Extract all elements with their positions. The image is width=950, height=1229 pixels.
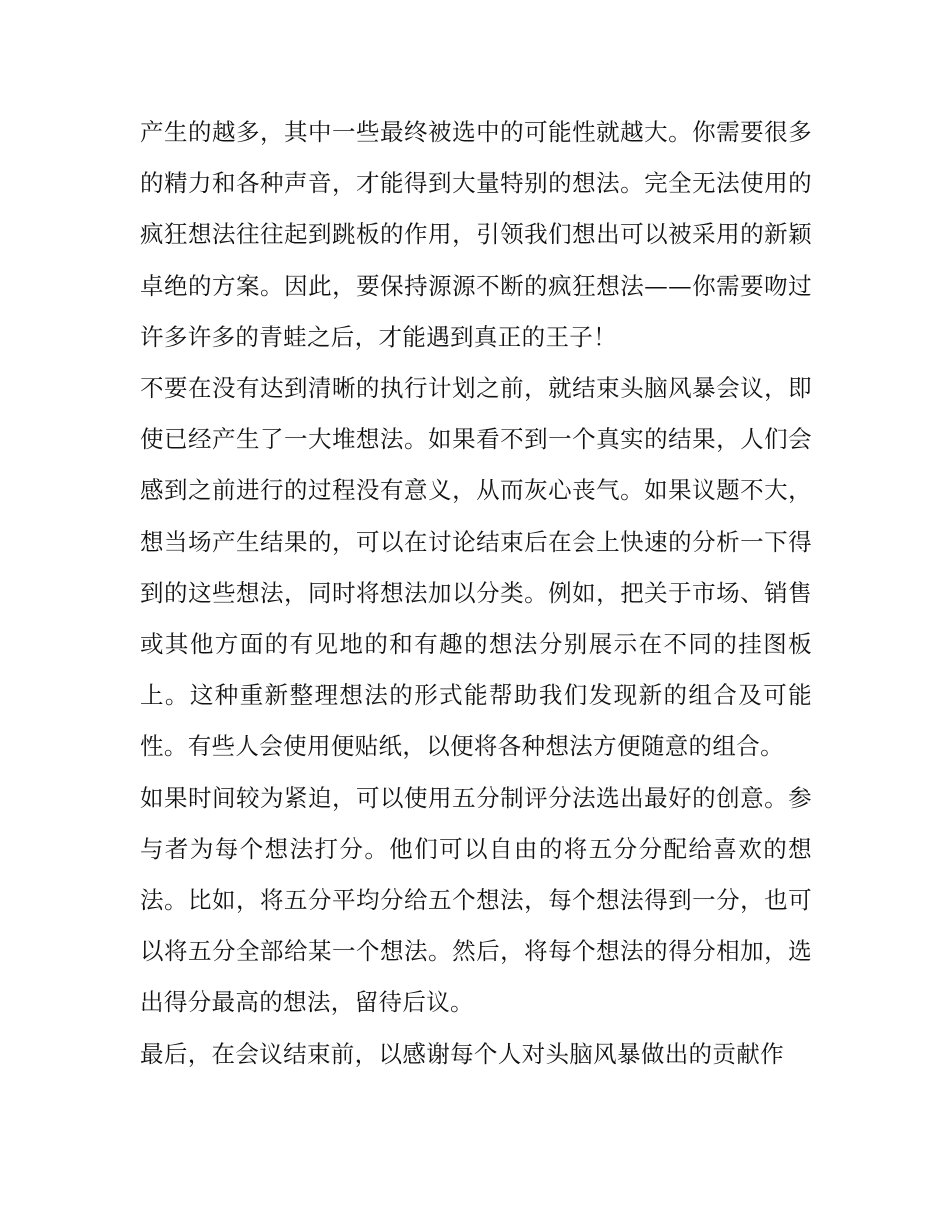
paragraph-final-thanks: 最后，在会议结束前，以感谢每个人对头脑风暴做出的贡献作: [140, 1039, 784, 1068]
paragraph-five-point-scoring: 如果时间较为紧迫，可以使用五分制评分法选出最好的创意。参与者为每个想法打分。他们可以自由的将五分分配给喜欢的想法。比如，将五分平均分给五个想法，每个想法得到一分，也可以将五分全部给某一个想法。然后，将每个想法的得分相加，选出得分最高的想法，留待后议。: [140, 783, 812, 1017]
paragraph-execution-plan: 不要在没有达到清晰的执行计划之前，就结束头脑风暴会议，即使已经产生了一大堆想法。如果看不到一个真实的结果，人们会感到之前进行的过程没有意义，从而灰心丧气。如果议题不大，想当场产生结果的，可以在讨论结束后在会上快速的分析一下得到的这些想法，同时将想法加以分类。例如，把关于市场、销售或其他方面的有见地的和有趣的想法分别展示在不同的挂图板上。这种重新整理想法的形式能帮助我们发现新的组合及可能性。有些人会使用便贴纸，以便将各种想法方便随意的组合。: [140, 374, 812, 761]
paragraph-crazy-ideas: 产生的越多，其中一些最终被选中的可能性就越大。你需要很多的精力和各种声音，才能得到大量特别的想法。完全无法使用的疯狂想法往往起到跳板的作用，引领我们想出可以被采用的新颖卓绝的方案。因此，要保持源源不断的疯狂想法——你需要吻过许多许多的青蛙之后，才能遇到真正的王子！: [140, 118, 812, 351]
document-body: [140, 107, 812, 1080]
